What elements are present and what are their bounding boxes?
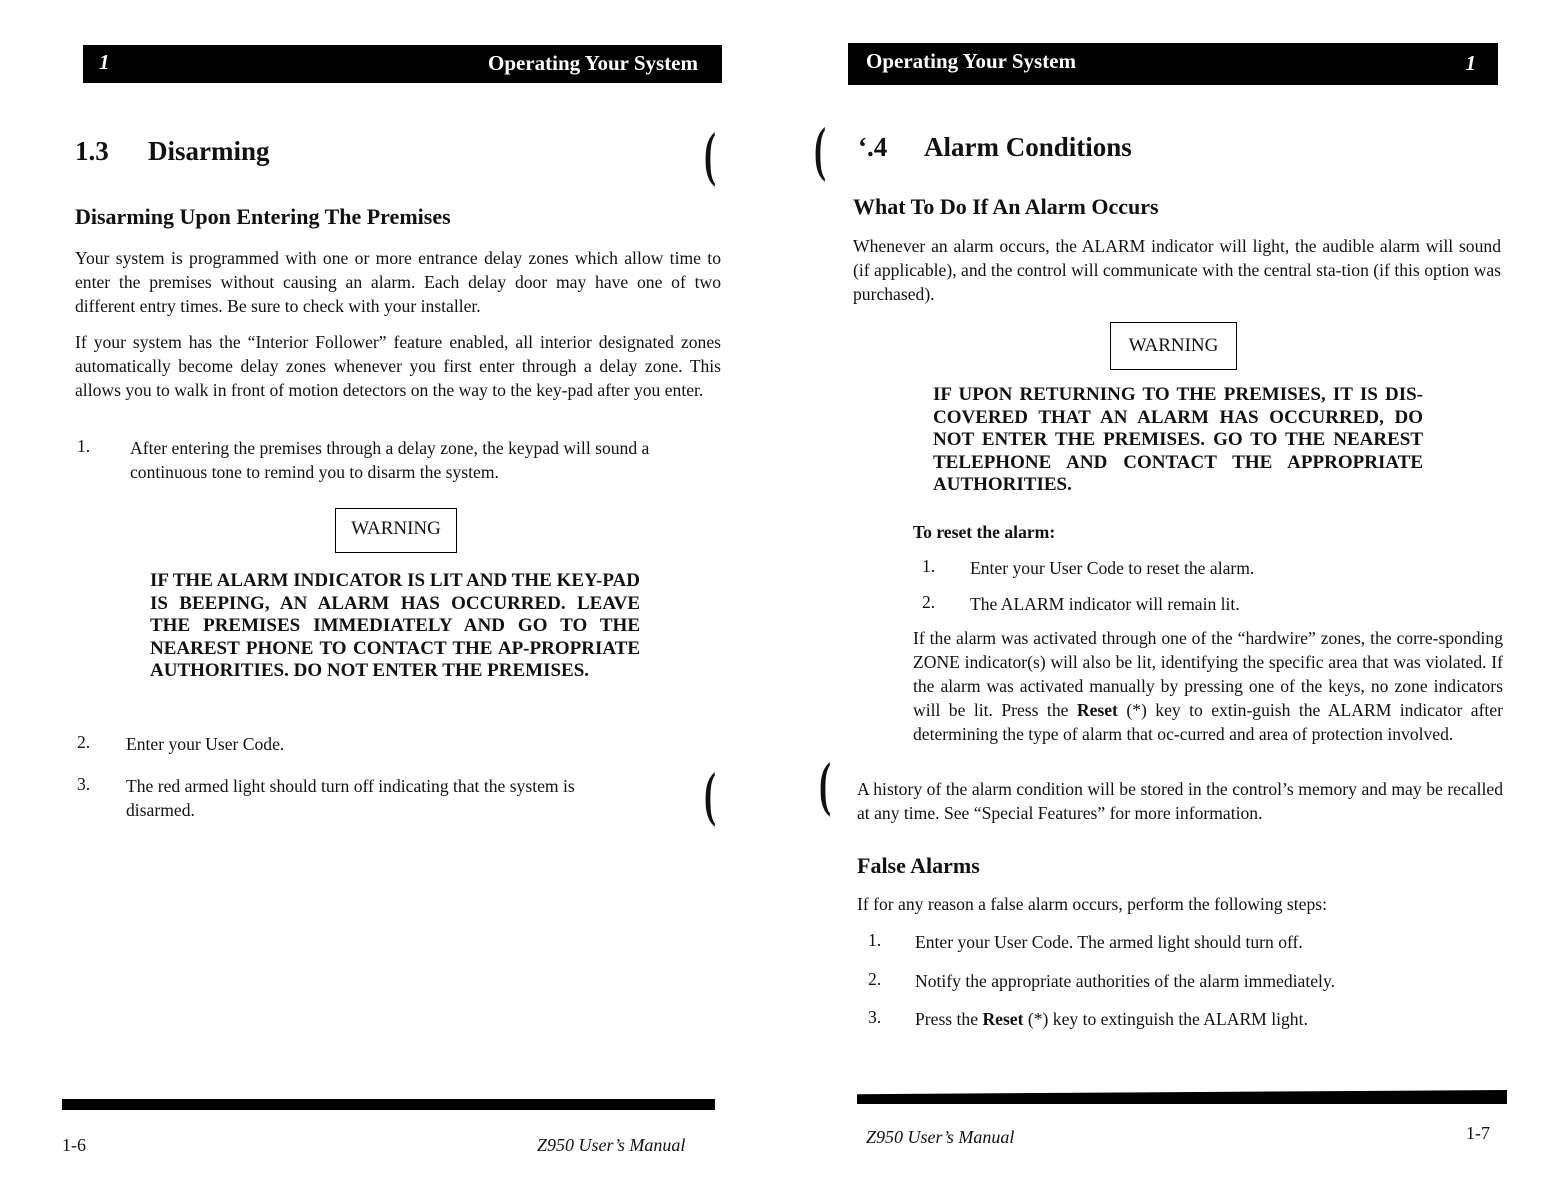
subheading: What To Do If An Alarm Occurs [853,194,1159,219]
section-title: Alarm Conditions [924,132,1132,162]
paragraph: If your system has the “Interior Follower” feature enabled, all interior designated zones automatically become delay zones whenever you first enter through a delay zone. This allows you to walk in front of motion detectors on the way to the key-pad after you enter. [75,332,721,400]
history-paragraph: A history of the alarm condition will be stored in the control’s memory and may be recalled at any time. See “Special Features” for more information. [857,779,1503,823]
false-alarms-heading: False Alarms [857,853,980,878]
subheading: Disarming Upon Entering The Premises [75,204,451,229]
text-segment: (*) key to extin-guish the ALARM indicator after determining the type of alarm that oc-curred and area of protection involved. [913,700,1503,744]
header-title: Operating Your System [866,49,1076,73]
step-number: 2. [868,969,882,989]
reset-key-label: Reset [1076,700,1118,720]
scan-mark: ( [813,116,826,182]
reset-key-label: Reset [982,1009,1024,1029]
paragraph: Your system is programmed with one or more entrance delay zones which allow time to enter the premises without causing an alarm. Each delay door may have one of two different entry times. Be sure to check with your installer. [75,248,721,316]
step-number: 1. [77,436,91,456]
reset-heading: To reset the alarm: [913,522,1056,542]
step-text: Enter your User Code. The armed light should turn off. [915,932,1303,952]
text-segment: If the alarm was activated through one of the “hardwire” zones, the corre-sponding ZONE indicator(s) will also be lit, identifying the specific area that was violated. If the alarm was activated manually by pressing one of the keys, no zone indicators will be lit. Press the [913,628,1503,720]
step-number: 1. [922,556,936,576]
step-text: After entering the premises through a delay zone, the keypad will sound a continuous tone to remind you to disarm the system. [130,438,650,482]
warning-text: IF THE ALARM INDICATOR IS LIT AND THE KEY-PAD IS BEEPING, AN ALARM HAS OCCURRED. LEAVE THE PREMISES IMMEDIATELY AND GO TO THE NEAREST PHONE TO CONTACT THE AP-PROPRIATE AUTHORITIES. DO NOT ENTER THE PREMISES. [150,570,640,682]
section-title: Disarming [148,136,270,166]
paragraph: Whenever an alarm occurs, the ALARM indicator will light, the audible alarm will sound (if applicable), and the control will communicate with the central sta-tion (if this option was purchased). [853,236,1501,304]
footer-rule [62,1099,715,1110]
hardwire-paragraph [913,626,1503,746]
step-text: Enter your User Code to reset the alarm. [970,558,1255,578]
warning-label: WARNING [1110,322,1237,370]
warning-text: IF UPON RETURNING TO THE PREMISES, IT IS DIS-COVERED THAT AN ALARM HAS OCCURRED, DO NOT ENTER THE PREMISES. GO TO THE NEAREST TELEPHONE AND CONTACT THE APPROPRIATE AUTHORITIES. [933,384,1423,496]
warning-label: WARNING [335,508,457,553]
header-title: Operating Your System [488,51,698,75]
step-text: The ALARM indicator will remain lit. [970,594,1240,614]
step-number: 3. [868,1007,882,1027]
scan-mark: ( [703,121,716,187]
page-number: 1-6 [62,1135,86,1155]
chapter-number: 1 [1465,51,1476,75]
footer-rule [857,1090,1507,1104]
chapter-number: 1 [99,50,110,74]
left-header-bar [83,45,722,83]
section-number: 1.3 [75,136,109,166]
scan-mark: ( [703,761,716,827]
scan-mark: ( [818,751,831,817]
manual-title: Z950 User’s Manual [866,1127,1015,1147]
manual-title: Z950 User’s Manual [537,1135,686,1155]
step-number: 1. [868,930,882,950]
section-number: ʻ.4 [858,132,888,162]
page-number: 1-7 [1466,1123,1490,1143]
text-segment: Press the [915,1009,983,1029]
right-header-bar [848,43,1498,85]
step-number: 3. [77,774,91,794]
step-text [915,1007,1308,1031]
paragraph: If for any reason a false alarm occurs, perform the following steps: [857,894,1327,914]
step-number: 2. [922,592,936,612]
step-text: Notify the appropriate authorities of the alarm immediately. [915,971,1335,991]
step-text: Enter your User Code. [126,734,285,754]
step-number: 2. [77,732,91,752]
step-text: The red armed light should turn off indicating that the system is disarmed. [126,776,575,820]
text-segment: (*) key to extinguish the ALARM light. [1023,1009,1308,1029]
